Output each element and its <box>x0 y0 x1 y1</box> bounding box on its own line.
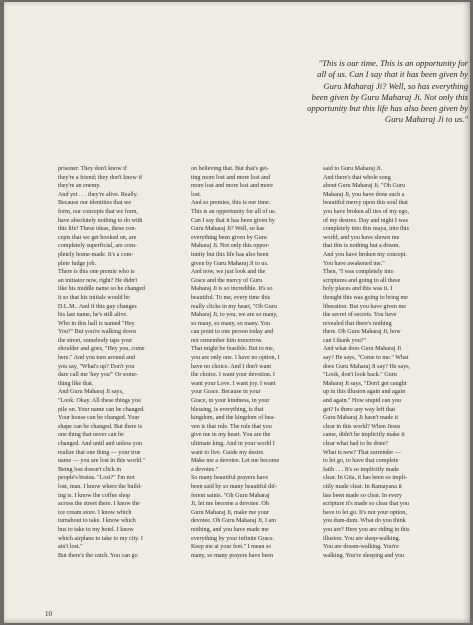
text-line: cepts that we get hooked on, are <box>58 234 137 241</box>
text-line: Can I say that it has been given by <box>191 217 275 224</box>
text-line: thought this was going to bring me <box>323 294 408 301</box>
text-line: beautiful. To me, every time this <box>191 294 271 301</box>
text-line: And now, we just look and the <box>191 269 266 276</box>
text-column-2 <box>191 165 315 617</box>
text-line: completely superficial, are com- <box>58 243 137 250</box>
magazine-page <box>4 2 470 623</box>
text-line: This is an opportunity for all of us. <box>191 208 276 215</box>
text-line: scripture it's made so clear that you <box>323 501 410 508</box>
text-line: dare call me 'hey you'" Or some- <box>58 372 138 379</box>
text-line: that this is nothing but a dream. <box>323 243 401 250</box>
text-line: prisoner. They don't know if <box>58 166 127 172</box>
text-line: But there's the catch. You can go <box>58 552 138 559</box>
text-line: holy places and this was it. I <box>323 286 393 293</box>
text-line: citly made clear. In Ramayana it <box>323 483 402 490</box>
text-line: ing is. I know the coffee shop <box>58 492 131 499</box>
text-line: lost, man. I know where the build- <box>58 483 142 490</box>
text-line: does Guru Maharaj Ji say? He says, <box>323 363 411 370</box>
text-line: And yet . . . they're alive. Really. <box>58 191 138 198</box>
text-line: so many, so many, so many. You <box>191 320 271 327</box>
text-line: ultimate king. And in your world I <box>191 441 275 447</box>
text-line: you are? Here you are riding in this <box>323 526 410 533</box>
text-line: of my desires. Day and night I was <box>323 217 408 224</box>
text-line: many, so many prayers have been <box>191 552 274 559</box>
text-column-1 <box>58 165 182 617</box>
text-line: kingdom, and the kingdom of hea- <box>191 415 276 422</box>
text-line: scriptures and going to all these <box>323 277 401 284</box>
text-line: his last name, he's still alive. <box>58 312 128 319</box>
text-line: the choice. I want your devotion. I <box>191 372 275 379</box>
text-line: said to Guru Maharaj Ji. <box>323 166 383 172</box>
text-line: You are dream-walking. You're <box>323 544 399 551</box>
text-line: you have broken all ties of my ego, <box>323 208 409 215</box>
text-line: you say, "What's up? Don't you <box>58 363 135 370</box>
text-line: been said by so many beautiful dif- <box>191 483 277 490</box>
text-line: illusion. You are sleep-walking. <box>323 535 401 542</box>
text-line: Then, "I was completely into <box>323 269 394 276</box>
text-line: a devotee." <box>191 466 219 473</box>
text-line: Who in this hall is named "Hey <box>58 320 135 327</box>
page-number: 10 <box>45 610 52 618</box>
text-line: which airplane to take to my city. I <box>58 535 143 542</box>
text-line: "Look. Okay. All these things you <box>58 398 141 405</box>
text-line: Your house can be changed. Your <box>58 415 140 422</box>
pull-quote <box>248 58 468 126</box>
text-line: What is new? That surrender — <box>323 449 401 456</box>
text-line: given by Guru Maharaj Ji to us. <box>191 260 269 267</box>
text-line: Guru Maharaj Ji? Well, so has <box>191 226 265 233</box>
text-line: faith . . . It's so implicitly made <box>323 466 399 473</box>
text-line: shape can be changed. But there is <box>58 423 143 430</box>
pull-quote-line: all of us. Can I say that it has been given by <box>317 69 468 80</box>
text-line: beautiful mercy upon this soul that <box>323 200 408 207</box>
text-line: lost. <box>191 191 202 198</box>
text-line: thing like that. <box>58 380 94 387</box>
text-line: up in this illusion again and again <box>323 389 406 396</box>
pull-quote-line: Guru Maharaj Ji to us." <box>384 114 468 125</box>
text-line: ice cream store. I know which <box>58 509 132 516</box>
text-line: plete fudge job. <box>58 260 97 267</box>
text-line: "Look, don't look back." Guru <box>323 372 397 379</box>
text-line: the street, somebody taps your <box>58 337 133 344</box>
text-column-3 <box>323 165 444 617</box>
text-line: Maharaj Ji. Not only this oppor- <box>191 243 270 250</box>
text-line: name — you are lost in this world." <box>58 458 146 465</box>
text-line: shoulder and goes, "Hey you, come <box>58 346 145 353</box>
text-line: form, our concepts that we form, <box>58 208 139 215</box>
text-line: And there's that whole song <box>323 174 391 181</box>
pull-quote-line: Guru Maharaj Ji? Well, so has everything <box>323 80 468 91</box>
text-line: everything been given by Guru <box>191 234 267 241</box>
text-line: have no choice. And I don't want <box>191 363 272 370</box>
text-line: you are only one. I have no option, I <box>191 355 280 362</box>
text-line: blessing, is everything, is that <box>191 406 264 413</box>
text-line: can I thank you?" <box>323 337 366 344</box>
text-line: here." And you turn around and <box>58 355 135 362</box>
text-line: you dum-dum. What do you think <box>323 518 406 525</box>
text-line: And Guru Maharaj Ji says, <box>58 389 124 396</box>
text-line: ferent saints. "Oh Guru Maharaj <box>191 492 270 499</box>
text-line: changed. And until and unless you <box>58 441 142 447</box>
pull-quote-line: been given by Guru Maharaj Ji. Not only this <box>311 91 468 102</box>
text-line: really clicks in my heart, "Oh Guru <box>191 303 277 310</box>
text-line: ven is that rule. The rule that you <box>191 423 272 430</box>
text-line: and again." How stupid can you <box>323 398 401 405</box>
text-line: can point to one person today and <box>191 329 274 336</box>
text-line: Maharaj Ji is so incredible. It's so <box>191 286 273 293</box>
text-line: across the street there. I know the <box>58 501 140 508</box>
text-line: everything by your infinite Grace. <box>191 535 275 542</box>
text-line: on believing that. But that's get- <box>191 166 269 172</box>
text-line: pile on. Your name can be changed. <box>58 406 145 413</box>
text-line: like his middle name so he changed <box>58 286 145 293</box>
text-line: revealed that there's nothing <box>323 320 392 327</box>
text-line: walking. You're sleeping and you <box>323 552 404 559</box>
text-line: there. Oh Guru Maharaj Ji, how <box>323 329 401 336</box>
pull-quote-line: "This is our time. This is an opportunity for <box>318 58 468 68</box>
text-line: ain't lost." <box>58 544 83 551</box>
text-line: Being lost doesn't click in <box>58 466 122 473</box>
text-line: an initiator now, right? He didn't <box>58 277 138 284</box>
text-line: Maharaj Ji, to you, we are so many, <box>191 312 278 319</box>
text-line: D.L.M.. And if this guy changes <box>58 303 137 310</box>
text-line: Ji, let me become a devotee. Oh <box>191 501 269 508</box>
text-line: liberation. But you have given me <box>323 303 406 310</box>
text-line: people's brains. "Lost?" I'm not <box>58 475 135 482</box>
text-line: completely into this maya, into this <box>323 226 409 233</box>
text-line: Maharaj Ji, you have done such a <box>323 191 405 198</box>
text-line: one thing that never can be <box>58 432 124 439</box>
text-line: has been made so clear. In every <box>323 492 403 499</box>
text-line: ting more lost and more lost and <box>191 174 270 181</box>
text-line: Because our identities that we <box>58 200 132 207</box>
text-line: clear what had to be done? <box>323 441 389 447</box>
text-line: they're an enemy. <box>58 183 101 190</box>
text-line: Grace and the mercy of Guru <box>191 277 263 284</box>
text-line: not remember him tomorrow. <box>191 337 263 344</box>
text-line: Grace, in your kindness, in your <box>191 398 270 405</box>
text-line: nothing, and you have made me <box>191 526 269 533</box>
text-line: You?" But you're walking down <box>58 329 137 336</box>
text-line: the secret of secrets. You have <box>323 312 397 319</box>
text-line: Guru Maharaj Ji hasn't made it <box>323 415 399 422</box>
text-line: this life! These ideas, these con- <box>58 226 137 233</box>
text-line: realize that one thing — your true <box>58 449 141 456</box>
pull-quote-line: opportunity but this life has also been given by <box>307 103 468 114</box>
text-line: turnabout to take. I know which <box>58 518 136 525</box>
text-line: give me in my heart. You are the <box>191 432 271 439</box>
text-line: to let go, to have that complete <box>323 458 399 465</box>
text-line: world; and you have shown me <box>323 234 400 241</box>
text-line: Maharaj Ji says, "Don't get caught <box>323 380 407 387</box>
text-line: Keep me at your feet." I mean so <box>191 544 272 551</box>
text-line: clear. In Gita, it has been so impli- <box>323 475 408 482</box>
text-line: more lost and more lost and more <box>191 183 273 190</box>
text-line: they're a friend; they don't know if <box>58 174 143 181</box>
text-line: it so that his initials would be <box>58 294 130 301</box>
text-line: And so premies, this is our time. <box>191 200 271 207</box>
text-line: clear in this world? When Jesus <box>323 423 401 430</box>
text-line: have absolutely nothing to do with <box>58 217 143 224</box>
text-line: There is this one premie who is <box>58 269 135 276</box>
text-line: tunity but this life has also been <box>191 251 269 258</box>
text-line: Guru Maharaj Ji, make me your <box>191 509 269 516</box>
text-line: get? Is there any way left that <box>323 406 396 413</box>
text-line: want to live. Guide my desire. <box>191 449 265 456</box>
text-line: want your Love. I want joy. I want <box>191 380 276 387</box>
text-line: And what does Guru Maharaj Ji <box>323 346 402 353</box>
text-line: So many beautiful prayers have <box>191 475 269 482</box>
text-line: say? He says, "Come to me." What <box>323 355 409 362</box>
text-line: about Guru Maharaj Ji. "Oh Guru <box>323 183 406 190</box>
text-line: And you have broken my concept. <box>323 251 407 258</box>
text-line: bus to take to my hotel. I know <box>58 526 134 533</box>
text-line: That might be feasible. But to me, <box>191 346 275 353</box>
text-line: came, didn't he implicitly make it <box>323 432 405 439</box>
text-line: devotee. Oh Guru Maharaj Ji, I am <box>191 518 276 525</box>
text-line: pletely home-made. It's a com- <box>58 251 134 258</box>
text-line: Make me a devotee. Let me become <box>191 458 280 465</box>
text-line: have to let go. It's not your option, <box>323 509 407 516</box>
text-line: your Grace. Because in your <box>191 389 261 396</box>
text-line: You have awakened me." <box>323 260 385 267</box>
